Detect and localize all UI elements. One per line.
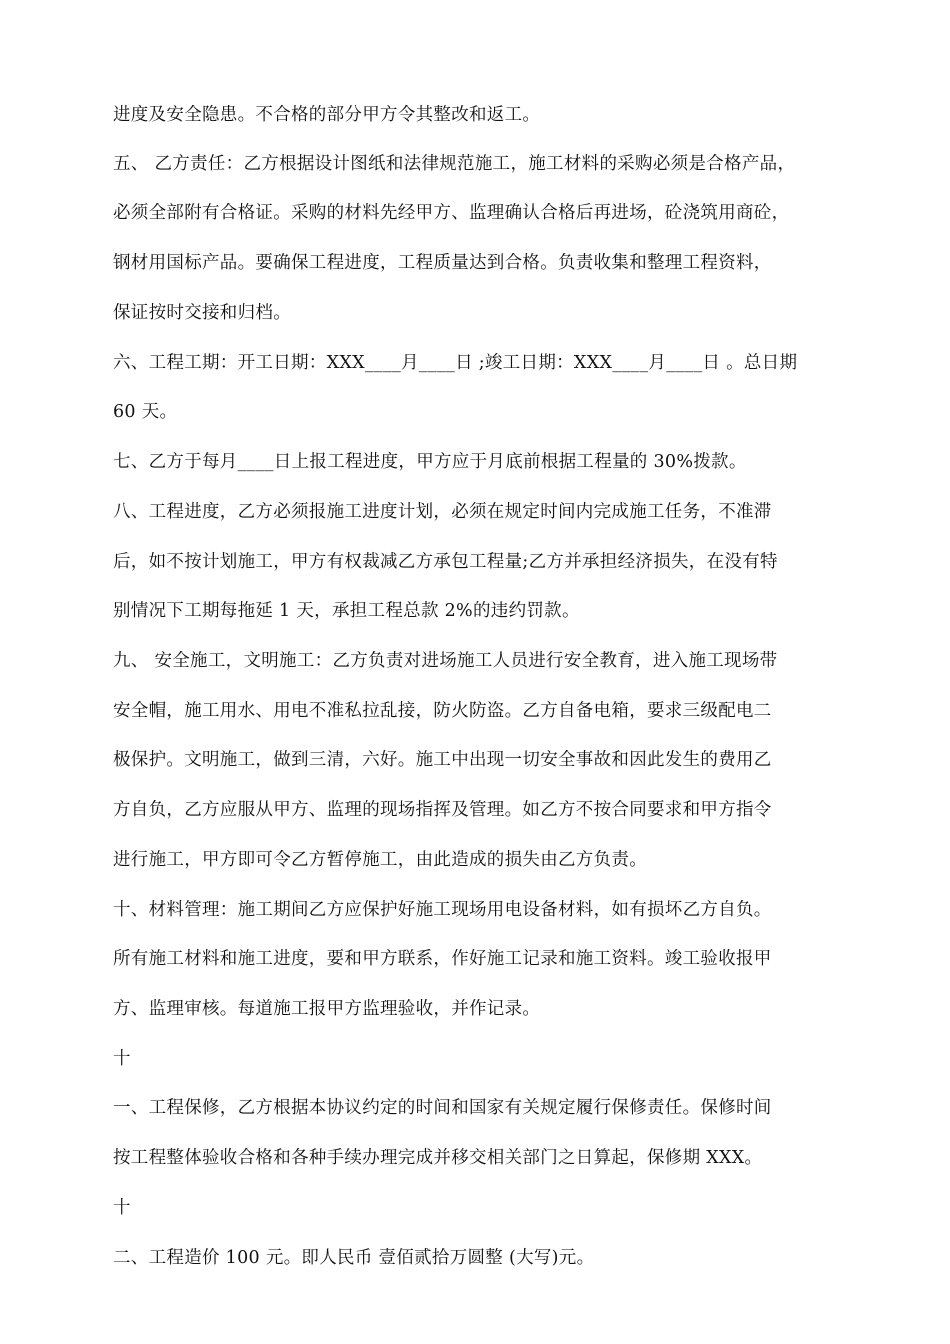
text-line: 必须全部附有合格证。采购的材料先经甲方、监理确认合格后再进场，砼浇筑用商砼，: [113, 203, 790, 223]
text-line: 别情况下工期每拖延 1 天，承担工程总款 2%的违约罚款。: [113, 601, 580, 621]
text-line: 60 天。: [113, 402, 178, 422]
text-line: 安全帽，施工用水、用电不准私拉乱接，防火防盗。乙方自备电箱，要求三级配电二: [113, 701, 772, 721]
text-line: 一、工程保修，乙方根据本协议约定的时间和国家有关规定履行保修责任。保修时间: [113, 1098, 772, 1118]
text-line: 极保护。文明施工，做到三清，六好。施工中出现一切安全事故和因此发生的费用乙: [113, 750, 772, 770]
text-line: 八、工程进度，乙方必须报施工进度计划，必须在规定时间内完成施工任务，不准滞: [113, 502, 772, 522]
text-line: 进度及安全隐患。不合格的部分甲方令其整改和返工。: [113, 105, 541, 125]
text-line: 保证按时交接和归档。: [113, 303, 291, 323]
text-line: 六、工程工期：开工日期：XXX____月____日 ;竣工日期：XXX____月____日 。总日期: [113, 353, 798, 373]
text-line: 七、乙方于每月____日上报工程进度，甲方应于月底前根据工程量的 30%拨款。: [113, 452, 747, 472]
text-line: 方、监理审核。每道施工报甲方监理验收，并作记录。: [113, 999, 541, 1019]
text-line: 钢材用国标产品。要确保工程进度，工程质量达到合格。负责收集和整理工程资料，: [113, 253, 772, 273]
text-line: 十、材料管理：施工期间乙方应保护好施工现场用电设备材料，如有损坏乙方自负。: [113, 900, 772, 920]
text-line: 十: [113, 1198, 131, 1218]
text-line: 方自负，乙方应服从甲方、监理的现场指挥及管理。如乙方不按合同要求和甲方指令: [113, 800, 772, 820]
text-line: 十: [113, 1049, 131, 1069]
text-line: 五、 乙方责任：乙方根据设计图纸和法律规范施工，施工材料的采购必须是合格产品，: [113, 154, 796, 174]
text-line: 二、工程造价 100 元。即人民币 壹佰贰拾万圆整 (大写)元。: [113, 1248, 595, 1268]
text-line: 所有施工材料和施工进度，要和甲方联系，作好施工记录和施工资料。竣工验收报甲: [113, 949, 772, 969]
text-line: 九、 安全施工，文明施工：乙方负责对进场施工人员进行安全教育，进入施工现场带: [113, 651, 778, 671]
text-line: 按工程整体验收合格和各种手续办理完成并移交相关部门之日算起，保修期 XXX。: [113, 1148, 763, 1168]
text-line: 进行施工，甲方即可令乙方暂停施工，由此造成的损失由乙方负责。: [113, 850, 647, 870]
text-line: 后，如不按计划施工，甲方有权裁减乙方承包工程量;乙方并承担经济损失，在没有特: [113, 552, 778, 572]
